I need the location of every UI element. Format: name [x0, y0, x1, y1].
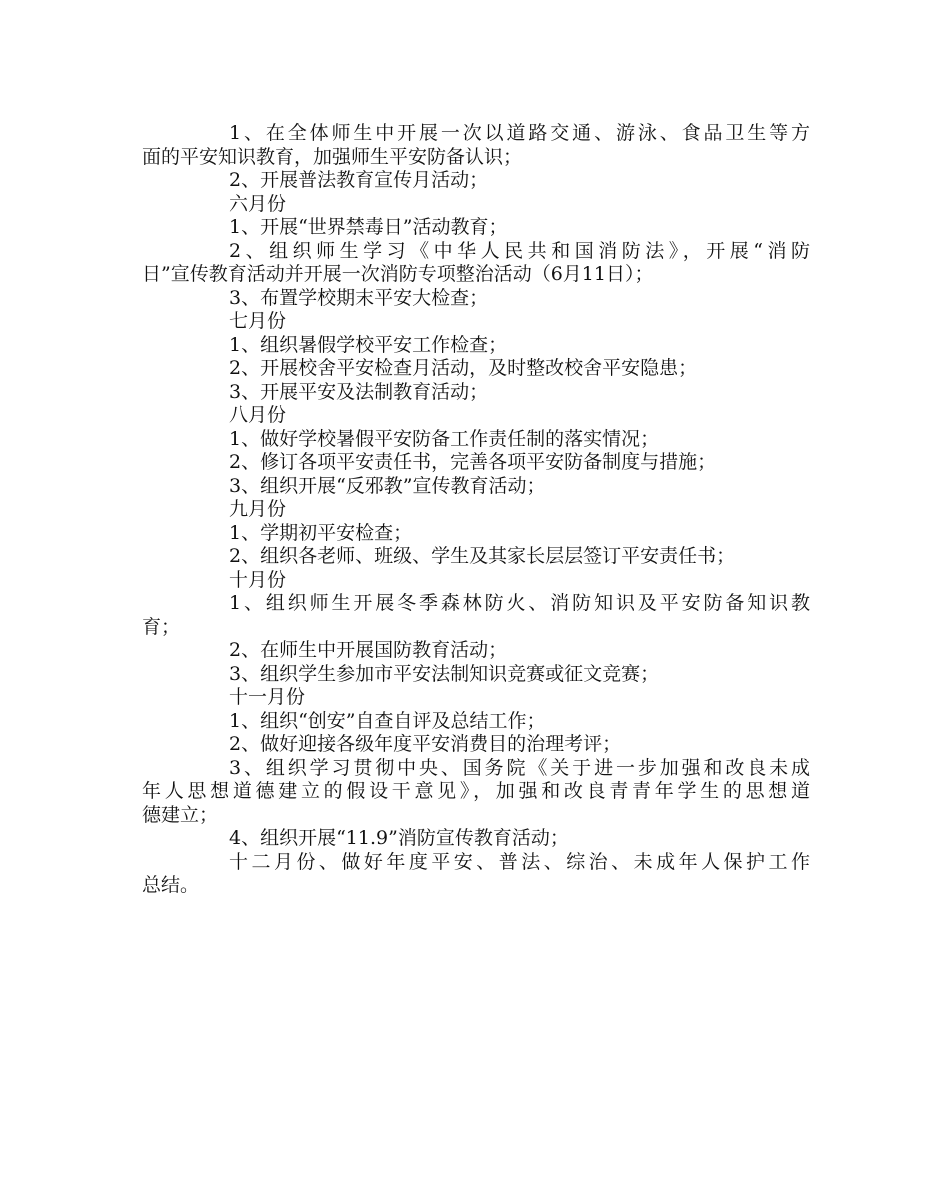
text-line: 1、组织“创安”自查自评及总结工作；: [229, 709, 546, 732]
text-line: 2、开展校舍平安检查月活动，及时整改校舍平安隐患；: [229, 357, 698, 379]
text-line: 2、组织各老师、班级、学生及其家长层层签订平安责任书；: [229, 545, 736, 567]
text-line: 2、做好迎接各级年度平安消费目的治理考评；: [229, 733, 622, 755]
text-line: 十一月份: [229, 686, 306, 708]
text-line: 1、在全体师生中开展一次以道路交通、游泳、食品卫生等方: [229, 122, 810, 144]
text-line: 十月份: [229, 568, 287, 591]
text-line: 2、组织师生学习《中华人民共和国消防法》，开展“消防: [229, 239, 810, 262]
text-line: 1、学期初平安检查；: [229, 521, 413, 544]
text-line: 九月份: [229, 498, 287, 520]
text-line: 3、开展平安及法制教育活动；: [229, 380, 489, 403]
text-line: 3、组织学习贯彻中央、国务院《关于进一步加强和改良未成: [229, 756, 810, 779]
text-line: 年人思想道德建立的假设干意见》，加强和改良青青年学生的思想道: [142, 780, 810, 802]
text-line: 2、开展普法教育宣传月活动；: [229, 169, 489, 191]
text-line: 3、布置学校期末平安大检查；: [229, 286, 489, 309]
text-line: 德建立；: [142, 803, 219, 826]
text-line: 1、组织暑假学校平安工作检查；: [229, 333, 508, 356]
text-line: 育；: [142, 615, 181, 638]
text-line: 十二月份、做好年度平安、普法、综治、未成年人保护工作: [229, 850, 810, 873]
document-page: [142, 122, 810, 898]
text-line: 六月份: [229, 192, 287, 215]
text-line: 2、在师生中开展国防教育活动；: [229, 639, 508, 661]
text-line: 4、组织开展“11.9”消防宣传教育活动；: [229, 827, 569, 849]
text-line: 2、修订各项平安责任书，完善各项平安防备制度与措施；: [229, 451, 717, 473]
text-line: 3、组织开展“反邪教”宣传教育活动；: [229, 474, 546, 497]
text-line: 1、做好学校暑假平安防备工作责任制的落实情况；: [229, 427, 660, 450]
text-line: 七月份: [229, 310, 287, 332]
text-line: 八月份: [229, 404, 287, 426]
text-line: 总结。: [142, 874, 200, 896]
text-line: 面的平安知识教育，加强师生平安防备认识；: [142, 145, 523, 168]
text-line: 日”宣传教育活动并开展一次消防专项整治活动（6月11日）；: [142, 263, 654, 285]
text-line: 1、组织师生开展冬季森林防火、消防知识及平安防备知识教: [229, 592, 810, 614]
text-line: 3、组织学生参加市平安法制知识竞赛或征文竞赛；: [229, 662, 660, 685]
text-line: 1、开展“世界禁毒日”活动教育；: [229, 216, 508, 238]
